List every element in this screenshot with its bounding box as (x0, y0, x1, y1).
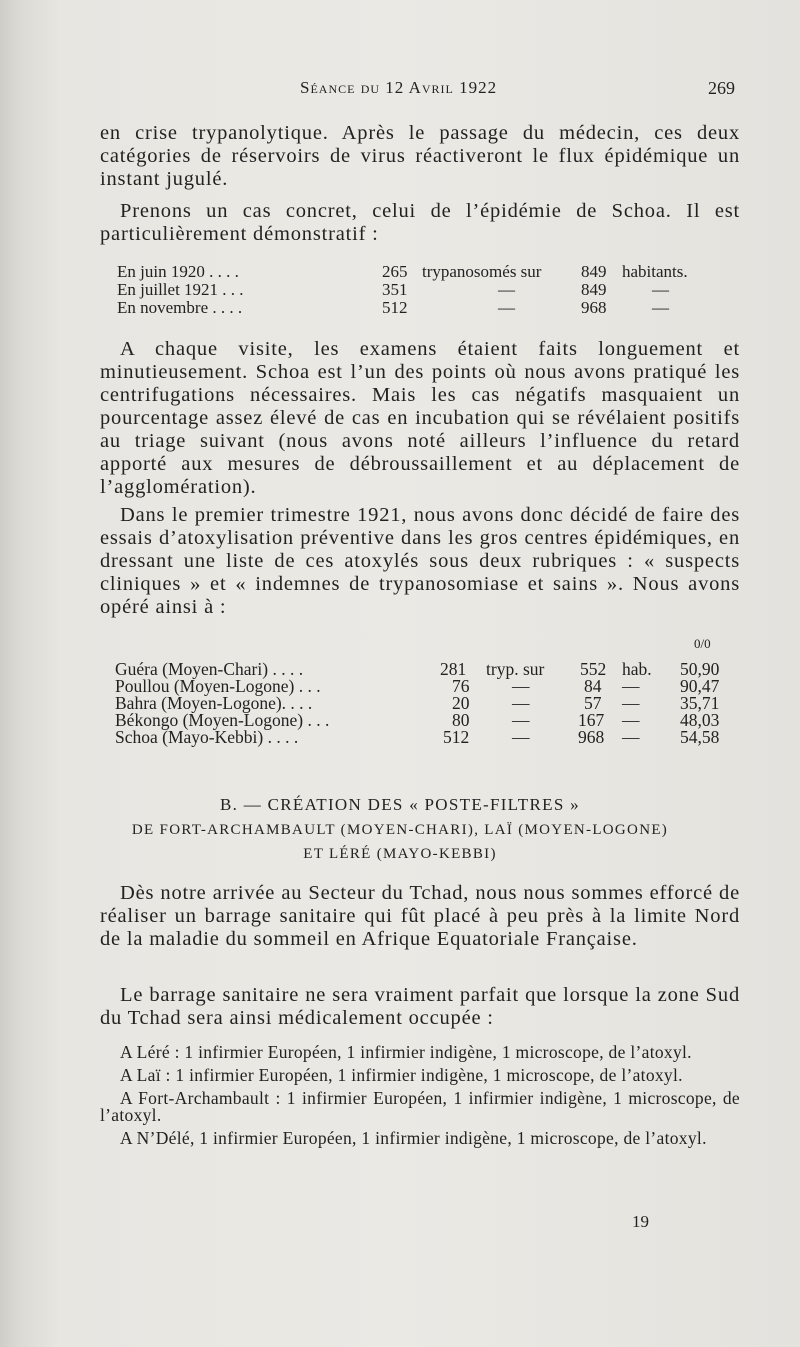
list-item: A N’Délé, 1 infirmier Européen, 1 infirmier indigène, 1 microscope, de l’atoxyl. (120, 1128, 707, 1148)
table-row: Bahra (Moyen-Logone). . . . 20 — 57 — 35,71 (115, 693, 720, 713)
paragraph-6: Le barrage sanitaire ne sera vraiment parfait que lorsque la zone Sud du Tchad sera ainsi médicalement occupée : (100, 984, 740, 1029)
paragraph-1: en crise trypanolytique. Après le passage du médecin, ces deux catégories de réservoirs de virus réactiveront le flux épidémique un instant jugulé. (100, 122, 740, 190)
table-row: Békongo (Moyen-Logone) . . . 80 — 167 — 48,03 (115, 710, 720, 730)
table-row: Guéra (Moyen-Chari) . . . . 281 tryp. sur 552 hab. 50,90 (115, 659, 720, 679)
staff-list (100, 1044, 740, 1147)
table-row: Schoa (Mayo-Kebbi) . . . . 512 — 968 — 54,58 (115, 727, 720, 747)
paragraph-5: Dès notre arrivée au Secteur du Tchad, nous nous sommes efforcé de réaliser un barrage sanitaire qui fût placé à peu près à la limite Nord de la maladie du sommeil en Afrique Equatoriale Française. (100, 882, 740, 950)
page-header (0, 78, 800, 106)
table-row: Poullou (Moyen-Logone) . . . 76 — 84 — 90,47 (115, 676, 720, 696)
running-head: Séance du 12 Avril 1922 (300, 78, 498, 97)
list-item: A Léré : 1 infirmier Européen, 1 infirmier indigène, 1 microscope, de l’atoxyl. (120, 1042, 692, 1062)
list-item: A Laï : 1 infirmier Européen, 1 infirmier indigène, 1 microscope, de l’atoxyl. (120, 1065, 683, 1085)
section-heading: B. — CRÉATION DES « POSTE-FILTRES » (220, 795, 580, 814)
section-subheading: DE FORT-ARCHAMBAULT (MOYEN-CHARI), LAÏ (MOYEN-LOGONE) (131, 822, 669, 838)
stats-row: En novembre . . . . 512 — 968 — (117, 298, 669, 317)
paragraph-4: Dans le premier trimestre 1921, nous avons donc décidé de faire des essais d’atoxylisation préventive dans les gros centres épidémiques, en dressant une liste de ces atoxylés sous deux rubriques : « suspects cliniques » et « indemnes de trypanosomiase et sains ». Nous avons opéré ainsi à : (100, 504, 740, 618)
paragraph-3: A chaque visite, les examens étaient faits longuement et minutieusement. Schoa est l’un des points où nous avons pratiqué les centrifugations nécessaires. Mais les cas négatifs masquaient un pourcentage assez élevé de cas en incubation qui se révélaient positifs au triage suivant (nous avons noté ailleurs l’influence du retard apporté aux mesures de débroussaillement et au déplacement de l’agglomération). (100, 338, 740, 498)
stats-row: En juin 1920 . . . . 265 trypanosomés sur 849 habitants. (117, 262, 688, 281)
paragraph-2: Prenons un cas concret, celui de l’épidémie de Schoa. Il est particulièrement démonstratif : (100, 200, 740, 245)
schoa-stats (100, 262, 740, 322)
stats-row: En juillet 1921 . . . 351 — 849 — (117, 280, 669, 299)
page-number: 269 (708, 78, 735, 98)
signature-mark: 19 (632, 1212, 649, 1231)
atoxylisation-table (100, 636, 740, 766)
list-item: A Fort-Archambault : 1 infirmier Européen, 1 infirmier indigène, 1 microscope, de l’atoxyl. (100, 1088, 740, 1125)
percent-header: 0/0 (694, 636, 711, 651)
section-subheading: ET LÉRÉ (MAYO-KEBBI) (303, 846, 497, 862)
